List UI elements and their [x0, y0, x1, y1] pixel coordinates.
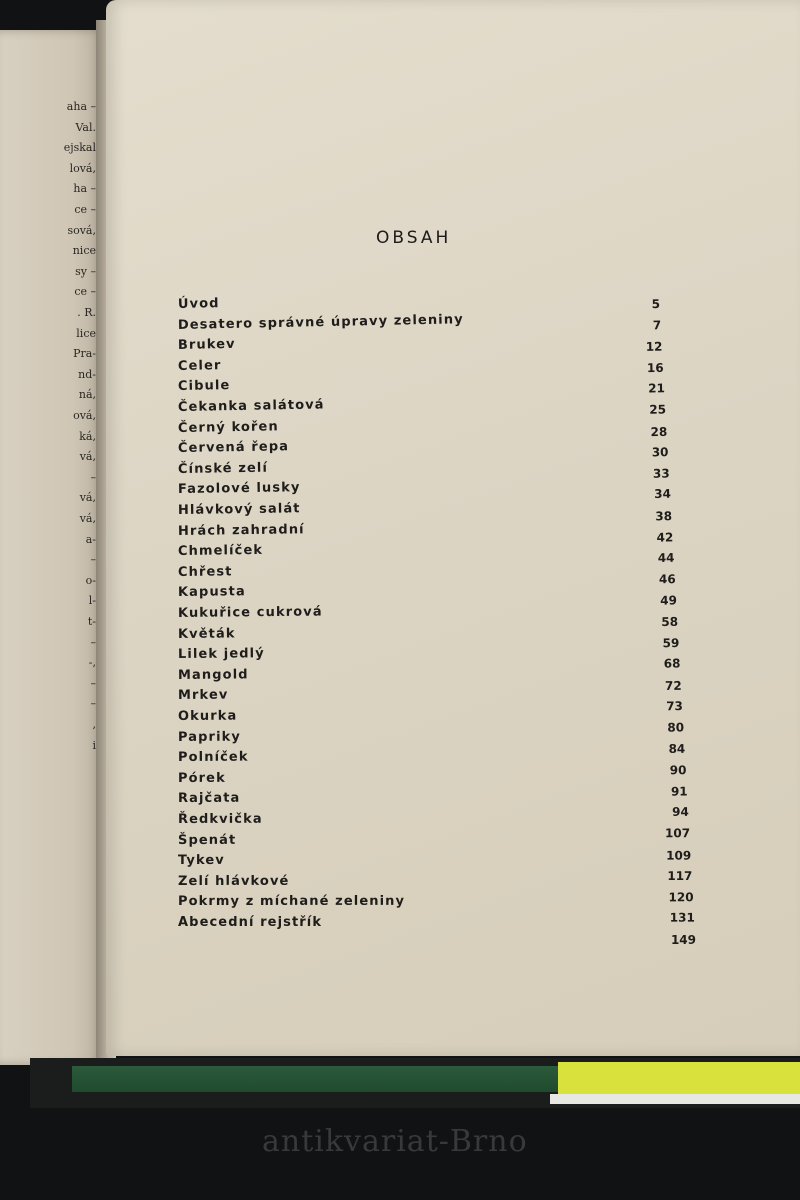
toc-entry-page-number: 42	[656, 529, 674, 544]
toc-entry-page-number: 25	[649, 402, 667, 418]
toc-entry-page-number: 94	[672, 805, 689, 820]
toc-entry-label: Chmelíček	[177, 543, 264, 560]
toc-entry-page-number: 28	[650, 423, 668, 439]
toc-entry-label: Mangold	[177, 667, 249, 683]
left-page-text-fragment: –	[90, 470, 96, 484]
toc-entry-label: Chřest	[177, 564, 233, 580]
toc-entry-page-number: 120	[668, 890, 694, 905]
toc-entry-label: Čínské zelí	[177, 460, 269, 477]
left-page-text-fragment: –	[90, 553, 96, 567]
left-page-text-fragment: aha –	[66, 100, 96, 113]
toc-entry-page-number: 21	[648, 381, 665, 396]
toc-entry-label: Brukev	[177, 337, 236, 354]
toc-entry-label: Kukuřice cukrová	[177, 604, 323, 621]
toc-entry-label: Pokrmy z míchané zeleniny	[177, 894, 406, 910]
toc-entry-label: Abecední rejstřík	[178, 915, 323, 930]
watermark: antikvariat-Brno	[262, 1124, 528, 1159]
left-page-text-fragment: nd-	[78, 367, 96, 381]
left-page-text-fragment: ce –	[74, 285, 96, 299]
toc-entry-page-number: 38	[655, 508, 673, 523]
toc-entry-label: Polníček	[177, 749, 249, 766]
white-cover-strip	[550, 1094, 800, 1104]
toc-entry-label: Okurka	[177, 708, 238, 724]
left-page-text-fragment: lice	[76, 326, 96, 340]
left-page-text-fragment: -,	[88, 656, 96, 670]
left-page-text-fragment: –	[90, 635, 96, 649]
toc-entry-page-number: 73	[666, 699, 683, 714]
toc-entry-page-number: 80	[667, 720, 685, 735]
left-page-text-fragment: vá,	[79, 450, 96, 464]
toc-entry-label: Fazolové lusky	[177, 480, 301, 498]
toc-entry-page-number: 7	[652, 318, 662, 333]
left-page-text-fragment: nice	[72, 244, 96, 258]
toc-entry-page-number: 72	[664, 678, 682, 693]
toc-entry-page-number: 12	[645, 339, 663, 354]
left-page-text-fragment: l-	[88, 594, 96, 608]
toc-entry-page-number: 91	[670, 784, 688, 799]
toc-entry-label: Špenát	[177, 832, 237, 848]
toc-entry-label: Zelí hlávkové	[177, 873, 290, 889]
toc-entry-page-number: 49	[660, 593, 677, 608]
toc-entry-page-number: 59	[662, 635, 680, 650]
left-page-text-fragment: –	[90, 697, 96, 711]
book-binding	[30, 1058, 800, 1108]
toc-entry-page-number: 33	[652, 466, 670, 481]
left-page-text-fragment: ejskal	[63, 141, 96, 155]
toc-entry-page-number: 84	[668, 741, 686, 756]
toc-entry-label: Kapusta	[177, 584, 246, 601]
toc-entry-label: Hrách zahradní	[177, 521, 305, 539]
page-title: OBSAH	[376, 228, 452, 248]
left-page-text-fragment: vá,	[79, 512, 96, 525]
toc-entry-page-number: 44	[657, 550, 675, 566]
toc-entry-page-number: 68	[663, 656, 681, 672]
toc-entry-page-number: 107	[664, 826, 691, 841]
left-page-text-fragment: ,	[92, 718, 96, 731]
toc-entry-label: Čekanka salátová	[177, 397, 325, 415]
toc-entry-label: Černý kořen	[177, 418, 279, 436]
left-page-text-fragment: ná,	[78, 388, 96, 402]
toc-entry-page-number: 90	[669, 762, 687, 777]
toc-entry-page-number: 46	[658, 572, 676, 587]
toc-entry-page-number: 5	[651, 296, 661, 312]
left-page-text-fragment: sová,	[67, 223, 96, 237]
yellow-cover-strip	[558, 1062, 800, 1094]
toc-entry-label: Mrkev	[177, 688, 229, 704]
left-page-text-fragment: –	[90, 676, 96, 690]
left-page-text-fragment: i	[92, 738, 96, 752]
toc-entry-label: Desatero správné úpravy zeleniny	[177, 311, 464, 333]
toc-entry-label: Hlávkový salát	[177, 501, 301, 518]
left-page-text-fragment: ová,	[73, 409, 96, 422]
toc-entry-label: Květák	[177, 626, 236, 642]
toc-entry-label: Pórek	[177, 770, 226, 786]
toc-entry-label: Cibule	[177, 378, 231, 395]
left-page-text-fragment: sy –	[75, 264, 96, 278]
toc-entry-page-number: 30	[651, 445, 669, 460]
toc-entry-label: Rajčata	[177, 791, 241, 807]
left-page-text-fragment: Pra-	[73, 347, 96, 361]
toc-entry-label: Papriky	[177, 729, 241, 745]
left-page-text-fragment: ce –	[74, 203, 96, 216]
toc-entry-page-number: 117	[667, 868, 693, 883]
left-page-text-fragment: o-	[85, 573, 96, 587]
toc-entry-label: Úvod	[177, 296, 220, 312]
left-page-text-fragment: ká,	[79, 429, 96, 443]
toc-entry-label: Červená řepa	[177, 439, 290, 457]
toc-entry-page-number: 149	[670, 932, 696, 947]
green-cover-strip	[72, 1066, 592, 1092]
toc-entry-label: Tykev	[177, 853, 225, 869]
left-page-text-fragment: t-	[87, 615, 96, 628]
left-page-text-fragment: a-	[85, 532, 96, 546]
left-page-text-fragment: vá,	[79, 491, 96, 505]
toc-entry	[0, 915, 800, 947]
toc-entry-label: Lilek jedlý	[177, 646, 265, 663]
toc-entry-page-number: 58	[661, 614, 679, 629]
left-page-text-fragment: Val.	[75, 120, 96, 134]
left-page-text-fragment: . R.	[77, 306, 96, 319]
left-page-text-fragment: ha –	[73, 182, 96, 196]
toc-entry-label: Ředkvička	[177, 811, 263, 827]
toc-entry-page-number: 16	[646, 360, 664, 375]
left-page-text-fragment: lová,	[69, 161, 96, 175]
toc-entry-page-number: 34	[654, 487, 671, 502]
toc-entry-page-number: 131	[669, 911, 695, 926]
toc-entry-label: Celer	[177, 357, 222, 374]
toc-entry-page-number: 109	[666, 847, 692, 862]
